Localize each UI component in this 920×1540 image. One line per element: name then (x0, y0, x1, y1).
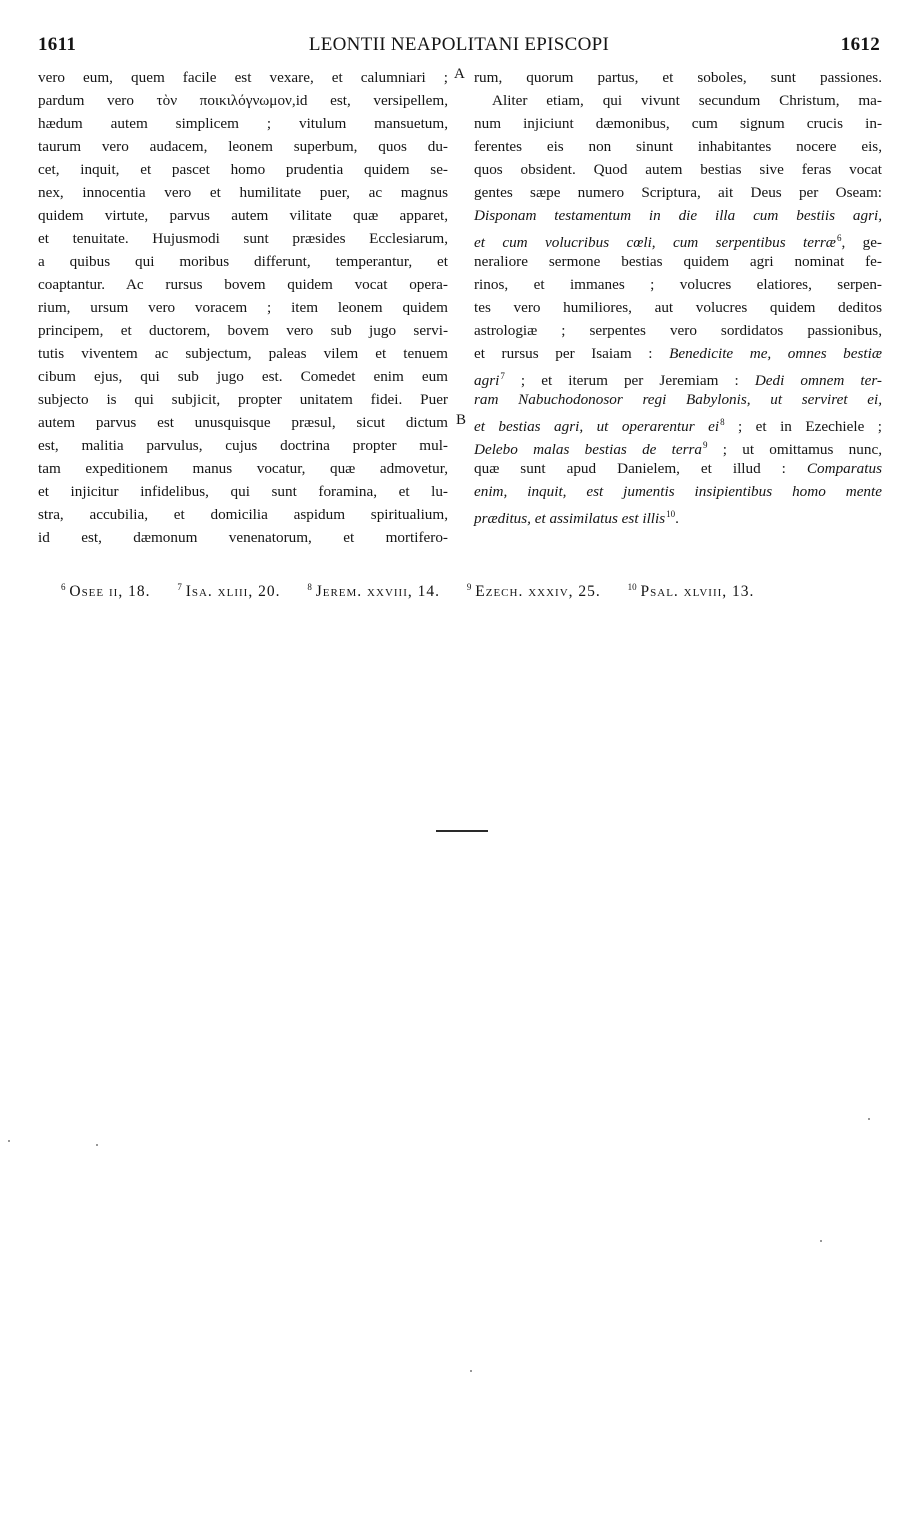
right-line-2: Aliter etiam, qui vivunt secundum Christum, ma- (492, 92, 882, 109)
line-tail: ; et in Ezechiele ; (724, 418, 883, 435)
left-line-19: et injicitur infidelibus, qui sunt foramina, et lu- (38, 483, 448, 500)
scan-speck (820, 1240, 822, 1242)
end-rule (436, 830, 488, 832)
page-number-left: 1611 (38, 34, 77, 55)
line-tail: . (675, 510, 679, 527)
margin-marker-b: B (456, 412, 467, 428)
right-line-11: tes vero humiliores, aut volucres quidem deditos (474, 299, 882, 316)
line-text: ; et iterum per Jeremiam : (504, 372, 755, 389)
footnote-number: 6 (61, 582, 66, 592)
left-line-7: quidem virtute, parvus autem vilitate quæ apparet, (38, 207, 448, 224)
right-line-6: gentes sæpe numero Scriptura, ait Deus per Oseam: (474, 184, 882, 201)
left-line-9: a quibus qui moribus differunt, temperantur, et (38, 253, 448, 270)
right-line-5: quos obsident. Quod autem bestias sive feras vocat (474, 161, 882, 178)
right-line-8 (474, 227, 882, 250)
scripture-quote: Delebo malas bestias de terra (474, 441, 703, 458)
scripture-quote: præditus, et assimilatus est illis (474, 510, 666, 527)
right-line-3: num injiciunt dæmonibus, cum signum crucis in- (474, 115, 882, 132)
left-line-2: pardum vero τὸν ποικιλόγνωμον,id est, versipellem, (38, 92, 448, 109)
footnote-reference: Psal. xlviii, 13. (640, 583, 755, 600)
left-line-8: et tenuitate. Hujusmodi sunt præsides Ecclesiarum, (38, 230, 448, 247)
left-line-11: rium, ursum vero voracem ; item leonem quidem (38, 299, 448, 316)
right-line-12: astrologiæ ; serpentes vero sordidatos passionibus, (474, 322, 882, 339)
left-line-3: hædum autem simplicem ; vitulum mansuetum, (38, 115, 448, 132)
left-column (38, 66, 448, 549)
scripture-quote: Benedicite me, omnes bestiæ (669, 345, 882, 362)
left-line-18: tam expeditionem manus vocatur, quæ admovetur, (38, 460, 448, 477)
left-line-4: taurum vero audacem, leonem superbum, quos du- (38, 138, 448, 155)
footnote-number: 9 (466, 582, 472, 592)
right-line-1: rum, quorum partus, et soboles, sunt passiones. (474, 69, 882, 86)
scan-speck (8, 1140, 10, 1142)
margin-marker-a: A (454, 66, 465, 82)
left-line-5: cet, inquit, et pascet homo prudentia quidem se- (38, 161, 448, 178)
line-text: et rursus per Isaiam : (474, 345, 670, 362)
footnote-ref: 8 (720, 417, 725, 427)
right-line-19: enim, inquit, est jumentis insipientibus homo mente (474, 483, 882, 500)
left-line-13: tutis viventem ac subjectum, paleas vilem et tenuem (38, 345, 448, 362)
footnotes (60, 582, 880, 601)
footnote-9 (466, 583, 601, 600)
footnote-reference: Isa. xliii, 20. (185, 583, 281, 600)
footnote-number: 8 (307, 582, 312, 592)
right-column (474, 66, 882, 526)
scan-speck (868, 1118, 870, 1120)
line-tail: , ge- (841, 234, 882, 251)
right-line-15: ram Nabuchodonosor regi Babylonis, ut serviret ei, (474, 391, 882, 408)
footnote-reference: Osee ii, 18. (69, 583, 151, 600)
right-line-4: ferentes eis non sinunt inhabitantes nocere eis, (474, 138, 882, 155)
footnote-8 (306, 583, 440, 600)
footnote-10 (627, 583, 755, 600)
footnote-7 (176, 583, 280, 600)
scripture-quote: et cum volucribus cœli, cum serpentibus terræ (474, 234, 836, 251)
right-line-9: neraliore sermone bestias quidem agri nominat fe- (474, 253, 882, 270)
right-line-7: Disponam testamentum in die illa cum bestiis agri, (474, 207, 882, 224)
footnote-ref: 10 (666, 509, 676, 519)
left-line-10: coaptantur. Ac rursus bovem quidem vocat opera- (38, 276, 448, 293)
page-header (38, 34, 880, 58)
left-line-17: est, malitia parvulus, cujus doctrina propter mul- (38, 437, 448, 454)
left-line-1: vero eum, quem facile est vexare, et calumniari ; (38, 69, 448, 86)
footnote-number: 10 (627, 582, 637, 592)
footnote-ref: 7 (500, 371, 505, 381)
footnote-reference: Jerem. xxviii, 14. (315, 583, 441, 600)
left-line-21: id est, dæmonum venenatorum, et mortifero- (38, 529, 448, 546)
scripture-quote: agri (474, 372, 500, 389)
right-line-20 (474, 503, 882, 526)
right-line-14 (474, 365, 882, 388)
left-line-20: stra, accubilia, et domicilia aspidum spiritualium, (38, 506, 448, 523)
scan-speck (470, 1370, 472, 1372)
line-text: quæ sunt apud Danielem, et illud : (474, 460, 807, 477)
scripture-quote: Comparatus (806, 460, 882, 477)
right-line-13 (474, 342, 882, 365)
scripture-quote: Dedi omnem ter- (754, 372, 882, 389)
page-number-right: 1612 (840, 34, 880, 55)
footnote-6 (60, 583, 150, 600)
left-line-6: nex, innocentia vero et humilitate puer, ac magnus (38, 184, 448, 201)
running-title: LEONTII NEAPOLITANI EPISCOPI (308, 34, 610, 55)
right-line-16 (474, 411, 882, 434)
line-tail: ; ut omittamus nunc, (707, 441, 882, 458)
right-line-10: rinos, et immanes ; volucres elatiores, serpen- (474, 276, 882, 293)
scripture-quote: et bestias agri, ut operarentur ei (474, 418, 720, 435)
scan-speck (96, 1144, 98, 1146)
left-line-15: subjecto is qui subjicit, propter unitatem fidei. Puer (38, 391, 448, 408)
footnote-number: 7 (177, 582, 182, 592)
left-line-12: principem, et ductorem, bovem vero sub jugo servi- (38, 322, 448, 339)
right-line-18 (474, 457, 882, 480)
left-line-14: cibum ejus, qui sub jugo est. Comedet enim eum (38, 368, 448, 385)
footnote-ref: 6 (836, 233, 842, 243)
footnote-ref: 9 (703, 440, 708, 450)
footnote-reference: Ezech. xxxiv, 25. (475, 583, 601, 600)
left-line-16: autem parvus est unusquisque præsul, sicut dictum (38, 414, 448, 431)
right-line-17 (474, 434, 882, 457)
